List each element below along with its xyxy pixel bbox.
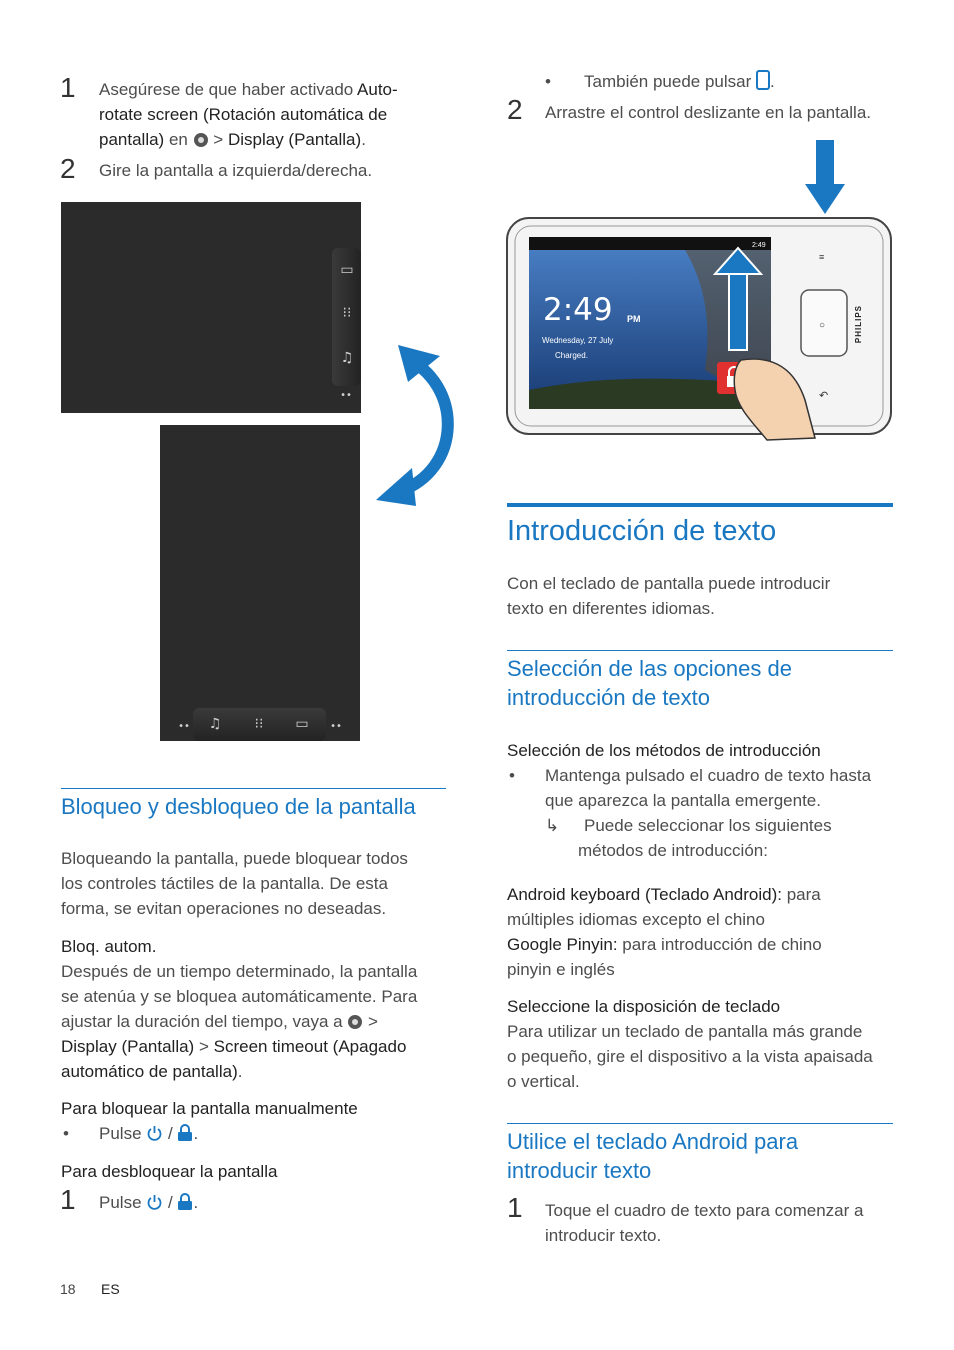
layout-line: o vertical.: [507, 1072, 580, 1091]
google-pinyin-desc: pinyin e inglés: [507, 960, 615, 979]
dots-icon: ••: [340, 390, 352, 401]
selection-heading-line: Selección de las opciones de: [507, 656, 792, 681]
manual-lock-instruction: [99, 1121, 198, 1146]
use-step-number: 1: [507, 1192, 523, 1223]
statusbar-time: 2:49: [752, 242, 766, 249]
apps-grid-icon: ⁝⁝: [342, 305, 352, 321]
step-1-en: en: [164, 130, 193, 149]
section-rule: [61, 788, 446, 789]
intro-line: texto en diferentes idiomas.: [507, 599, 715, 618]
step-2-text: Arrastre el control deslizante en la pantalla.: [545, 103, 872, 122]
landscape-screen-image: [61, 202, 361, 413]
google-pinyin-desc: para introducción de chino: [617, 935, 822, 954]
lock-icon: [177, 1193, 193, 1211]
autolock-gt: >: [194, 1037, 214, 1056]
step-1-pantalla: pantalla): [99, 130, 165, 149]
methods-bullet: •: [509, 766, 515, 785]
autolock-display: Display (Pantalla): [61, 1037, 195, 1056]
slash: /: [163, 1124, 178, 1143]
lock-intro: [61, 846, 451, 921]
methods-result: [578, 813, 888, 863]
music-icon: ♫: [208, 716, 222, 732]
unlock-title: Para desbloquear la pantalla: [61, 1162, 278, 1181]
step-1-gt: >: [208, 130, 228, 149]
autolock-line: ajustar la duración del tiempo, vaya a: [61, 1012, 348, 1031]
autolock-period: .: [237, 1062, 243, 1081]
google-pinyin-label: Google Pinyin:: [507, 935, 618, 954]
intro-line: Con el teclado de pantalla puede introducir: [507, 574, 831, 593]
step-1-display: Display (Pantalla): [227, 130, 362, 149]
layout-title: Seleccione la disposición de teclado: [507, 997, 781, 1016]
period: .: [193, 1124, 199, 1143]
step-1-period: .: [361, 130, 366, 149]
methods-bullet-line: que aparezca la pantalla emergente.: [545, 791, 821, 810]
methods-result-line: métodos de introducción:: [578, 841, 768, 860]
step-1-rotate: rotate screen (Rotación automática de: [99, 105, 388, 124]
settings-icon: [347, 1014, 363, 1030]
result-arrow-icon: ↳: [545, 816, 560, 835]
layout-text: [507, 1019, 897, 1094]
android-keyboard-desc: múltiples idiomas excepto el chino: [507, 910, 765, 929]
lock-icon: [177, 1124, 193, 1142]
section-rule: [507, 1123, 893, 1124]
section-rule: [507, 650, 893, 651]
back-button-icon: ↶: [819, 390, 829, 402]
press-text: Pulse: [99, 1193, 142, 1212]
music-icon: ♫: [340, 350, 354, 366]
step-2-number: 2: [507, 94, 523, 125]
autolock-line: se atenúa y se bloquea automáticamente. Para: [61, 987, 418, 1006]
apps-grid-icon: ⁝⁝: [254, 716, 264, 732]
portrait-screen-image: [160, 425, 360, 741]
autolock-screen-timeout: Screen timeout (Apagado: [213, 1037, 407, 1056]
use-heading-line: Utilice el teclado Android para: [507, 1129, 799, 1154]
layout-line: o pequeño, gire el dispositivo a la vista apaisada: [507, 1047, 873, 1066]
unlock-step-number: 1: [60, 1184, 76, 1215]
selection-heading-line: introducción de texto: [507, 685, 711, 710]
intro-text: [507, 571, 897, 621]
slash: /: [163, 1193, 178, 1212]
step-2-number: 2: [60, 153, 76, 184]
also-press-text: [584, 69, 775, 94]
use-heading-line: introducir texto: [507, 1158, 652, 1183]
dots-left-icon: ••: [178, 721, 190, 732]
lock-intro-line: los controles táctiles de la pantalla. De esta: [61, 874, 388, 893]
step-1-number: 1: [60, 72, 76, 103]
manual-lock-title: Para bloquear la pantalla manualmente: [61, 1099, 358, 1118]
step-2-text: Gire la pantalla a izquierda/derecha.: [99, 161, 373, 180]
menu-button-icon: ≡: [819, 252, 825, 262]
rotate-arrow-icon: [368, 340, 458, 510]
recent-apps-icon: ▭: [340, 262, 354, 278]
step-1-auto: Auto-: [357, 80, 398, 99]
also-press-bullet: •: [545, 72, 551, 91]
period: .: [770, 72, 775, 91]
page-number: 18: [60, 1281, 76, 1297]
lock-clock-ampm: PM: [627, 314, 641, 324]
layout-line: Para utilizar un teclado de pantalla más grande: [507, 1022, 863, 1041]
power-icon: [146, 1194, 163, 1211]
press-text: Pulse: [99, 1124, 142, 1143]
recent-apps-icon: ▭: [295, 716, 309, 732]
lock-charge-status: Charged.: [555, 351, 588, 360]
methods-bullet-text: [545, 763, 895, 813]
also-press-label: También puede pulsar: [584, 72, 752, 91]
autolock-text: [61, 959, 451, 1084]
manual-lock-bullet: •: [63, 1124, 69, 1143]
selection-heading: [507, 654, 792, 712]
heading-bar: [507, 503, 893, 507]
power-icon: [146, 1125, 163, 1142]
main-heading: Introducción de texto: [507, 515, 777, 547]
language-code: ES: [101, 1281, 120, 1297]
android-keyboard-label: Android keyboard (Teclado Android):: [507, 885, 782, 904]
use-step-line: introducir texto.: [545, 1226, 662, 1245]
step-1-text: [99, 77, 439, 152]
autolock-title: Bloq. autom.: [61, 937, 157, 956]
methods-result-line: Puede seleccionar los siguientes: [584, 816, 832, 835]
autolock-line: Después de un tiempo determinado, la pantalla: [61, 962, 418, 981]
lock-clock-time: 2:49: [543, 292, 613, 328]
lock-intro-line: Bloqueando la pantalla, puede bloquear todos: [61, 849, 408, 868]
autolock-automatic: automático de pantalla): [61, 1062, 238, 1081]
unlock-instruction: [99, 1190, 198, 1215]
step-1-a: Asegúrese de que haber activado: [99, 80, 358, 99]
home-button-icon: ○: [819, 320, 826, 331]
use-step-line: Toque el cuadro de texto para comenzar a: [545, 1201, 864, 1220]
android-keyboard-desc: para: [782, 885, 821, 904]
methods-bullet-line: Mantenga pulsado el cuadro de texto hasta: [545, 766, 872, 785]
device-button-icon: [756, 70, 770, 90]
brand-logo: PHILIPS: [854, 305, 863, 344]
lock-heading: Bloqueo y desbloqueo de la pantalla: [61, 794, 416, 819]
lock-intro-line: forma, se evitan operaciones no deseadas.: [61, 899, 387, 918]
input-methods-list: [507, 882, 897, 982]
use-keyboard-heading: [507, 1127, 798, 1185]
use-step-text: [545, 1198, 895, 1248]
lock-date: Wednesday, 27 July: [542, 336, 614, 345]
dots-right-icon: ••: [330, 721, 342, 732]
autolock-gt: >: [363, 1012, 378, 1031]
period: .: [193, 1193, 199, 1212]
settings-icon: [193, 132, 209, 148]
methods-title: Selección de los métodos de introducción: [507, 741, 821, 760]
